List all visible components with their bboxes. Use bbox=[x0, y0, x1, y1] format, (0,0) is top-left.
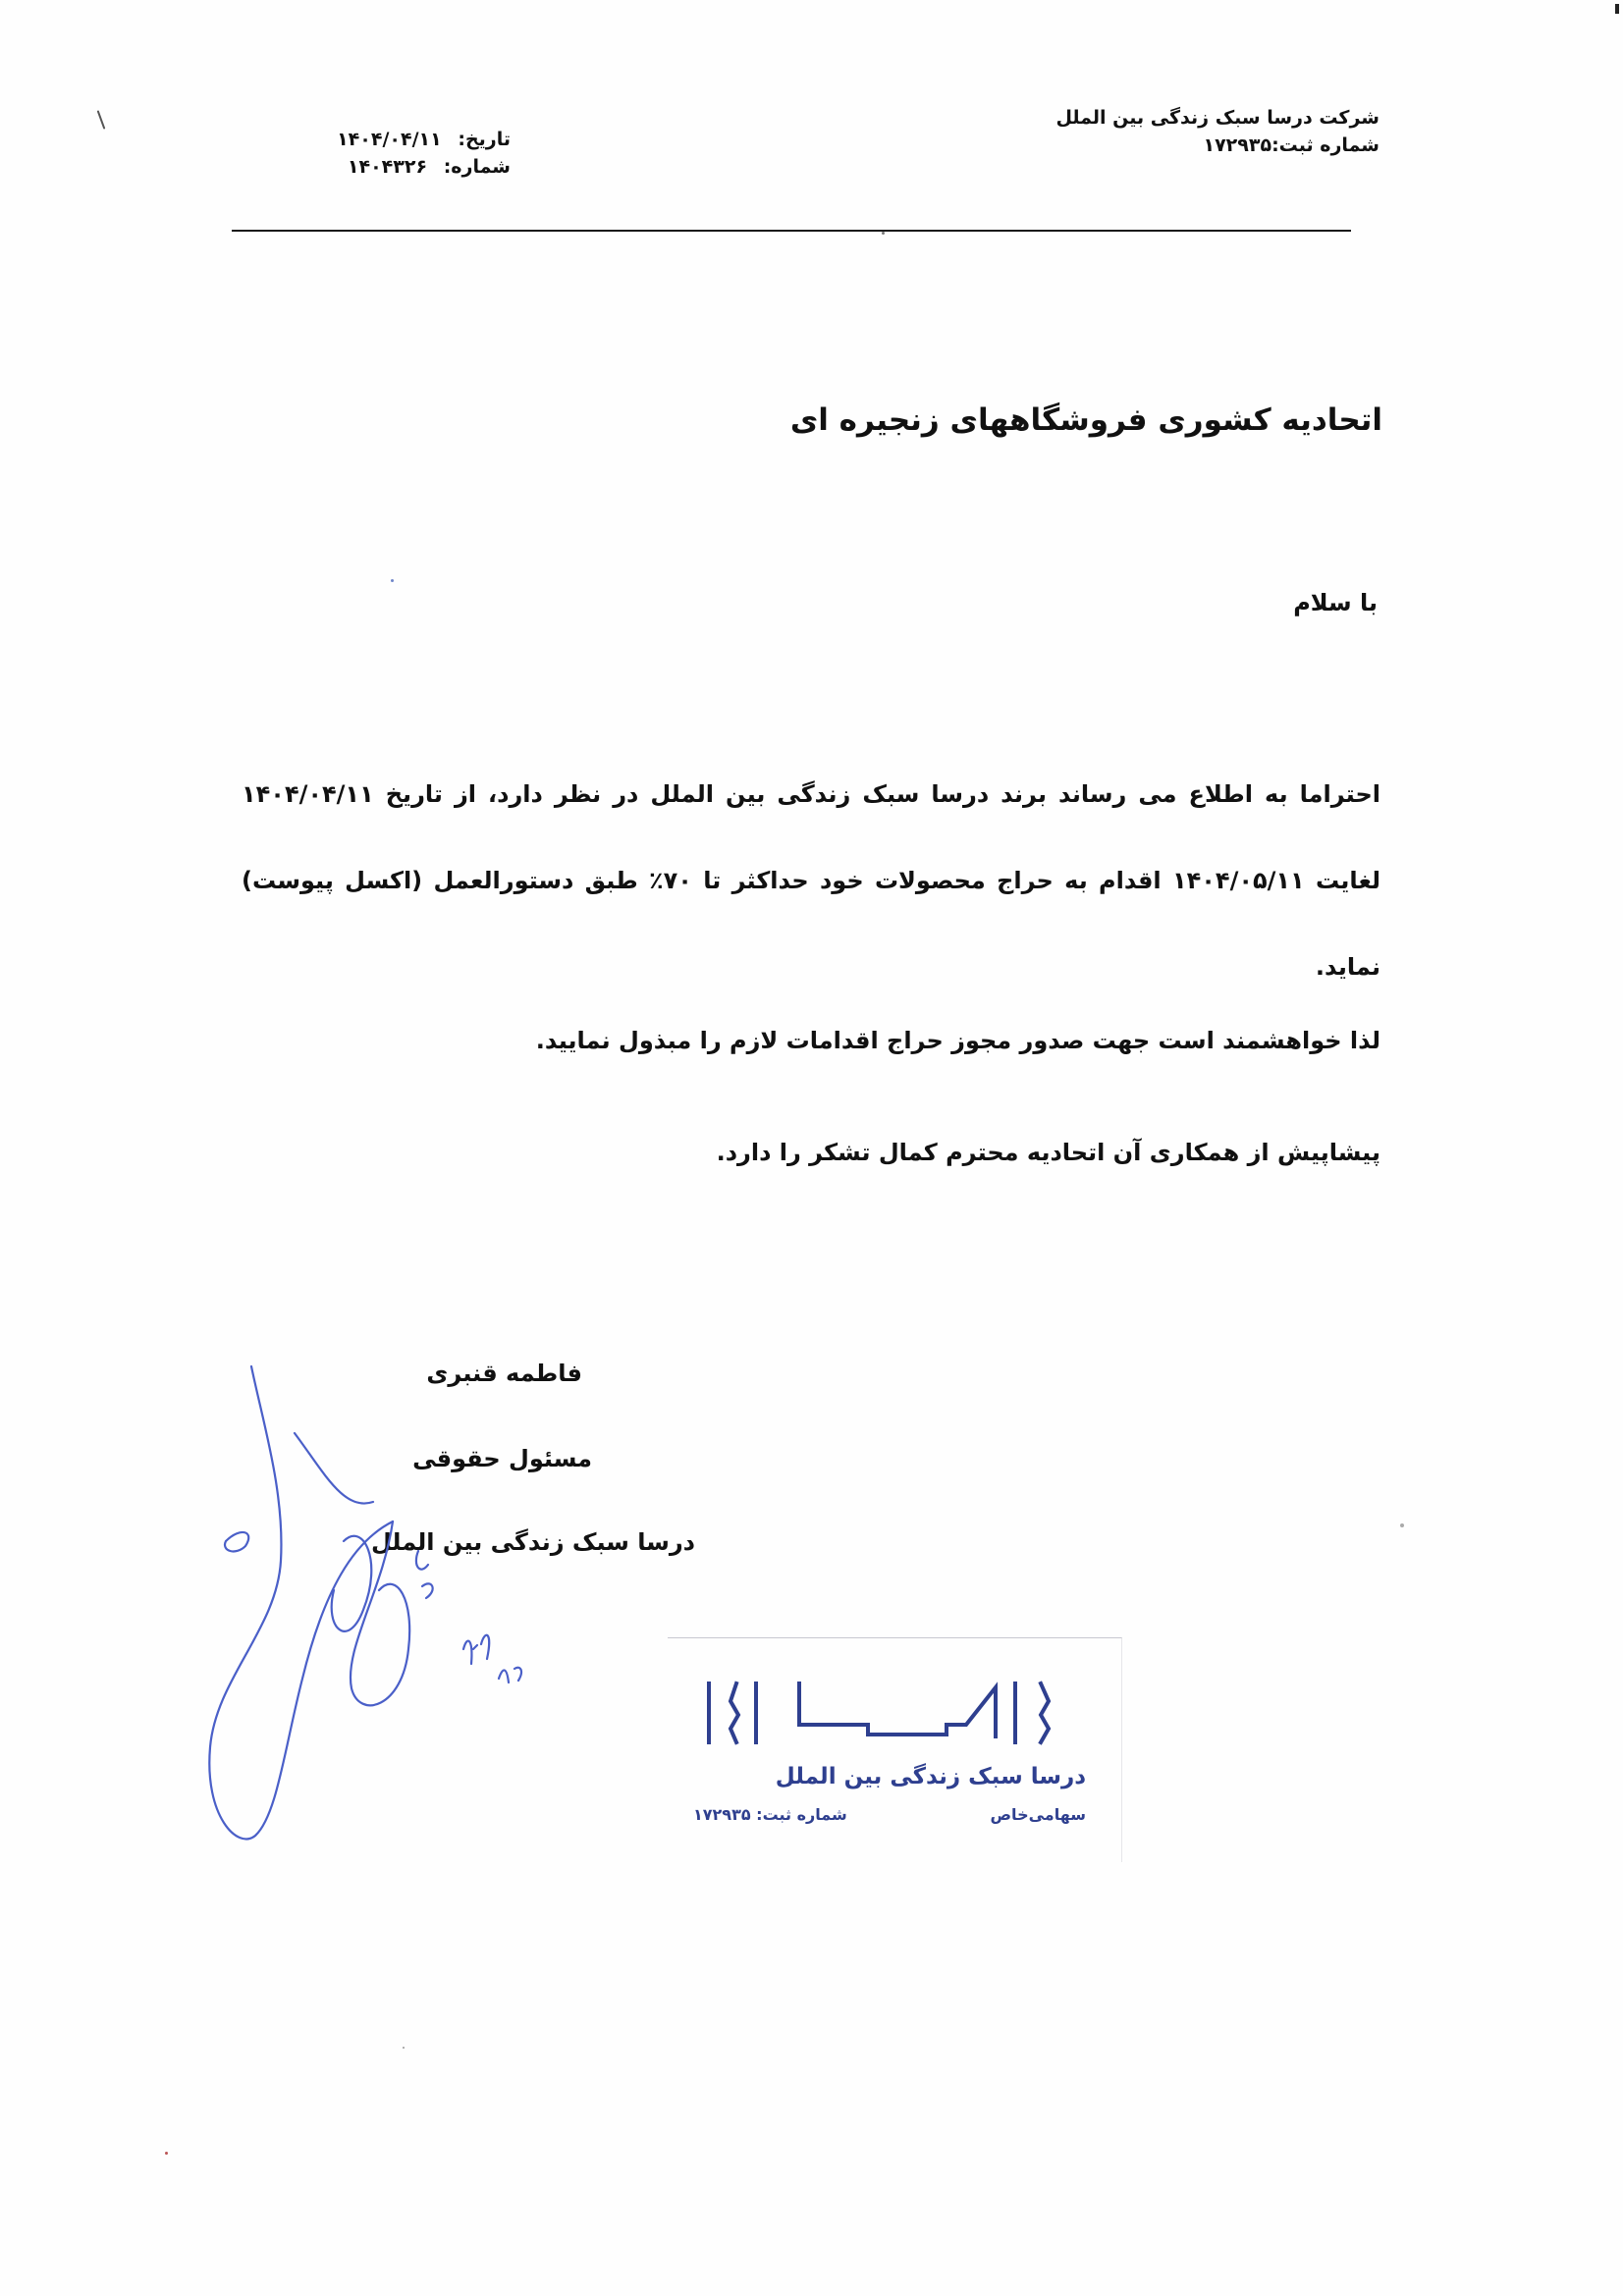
company-stamp bbox=[668, 1637, 1122, 1862]
thanks-line: پیشاپیش از همکاری آن اتحادیه محترم کمال تشکر را دارد. bbox=[716, 1139, 1380, 1166]
signatory-company: درسا سبک زندگی بین الملل bbox=[370, 1528, 695, 1556]
body-paragraph: احتراما به اطلاع می رساند برند درسا سبک زندگی بین الملل در نظر دارد، از تاریخ ۱۴۰۴/۰۴/۱۱ لغایت ۱۴۰۴/۰۵/۱۱ اقدام به حراج محصولات خود حداکثر تا ۷۰٪ طبق دستورالعمل (اکسل پیوست) نماید. bbox=[242, 780, 1381, 981]
company-registration: شماره ثبت:۱۷۲۹۳۵ bbox=[1203, 134, 1380, 156]
company-header bbox=[967, 104, 1380, 159]
recipient: اتحادیه کشوری فروشگاههای زنجیره ای bbox=[789, 402, 1382, 438]
company-logo-icon bbox=[701, 1666, 1094, 1754]
number-value: ۱۴۰۴۳۲۶ bbox=[347, 156, 428, 178]
scan-speck bbox=[403, 2047, 405, 2049]
company-name: شرکت درسا سبک زندگی بین الملل bbox=[1055, 107, 1380, 129]
header-divider bbox=[232, 230, 1351, 232]
request-line: لذا خواهشمند است جهت صدور مجوز حراج اقدامات لازم را مبذول نمایید. bbox=[535, 1027, 1380, 1054]
scan-speck bbox=[165, 2152, 168, 2155]
stamp-details bbox=[693, 1805, 1086, 1824]
number-label: شماره: bbox=[443, 156, 511, 178]
scan-mark bbox=[97, 110, 106, 129]
handwritten-signature bbox=[187, 1355, 697, 1865]
greeting: با سلام bbox=[1293, 589, 1378, 616]
scan-speck bbox=[391, 579, 394, 582]
stamp-company-type: سهامی‌خاص bbox=[990, 1805, 1086, 1824]
letter-meta bbox=[255, 126, 511, 181]
stamp-registration: شماره ثبت: ۱۷۲۹۳۵ bbox=[693, 1805, 847, 1824]
scan-speck bbox=[1400, 1523, 1404, 1527]
signatory-name: فاطمه قنبری bbox=[426, 1360, 582, 1387]
letter-date-row bbox=[255, 126, 511, 153]
date-label: تاریخ: bbox=[458, 129, 511, 150]
scan-speck bbox=[882, 232, 885, 235]
date-value: ۱۴۰۴/۰۴/۱۱ bbox=[337, 129, 442, 150]
letter-number-row bbox=[255, 153, 511, 181]
stamp-company-name: درسا سبک زندگی بین الملل bbox=[775, 1764, 1086, 1789]
signatory-title: مسئول حقوقی bbox=[412, 1445, 592, 1472]
scan-edge-mark bbox=[1615, 4, 1619, 14]
